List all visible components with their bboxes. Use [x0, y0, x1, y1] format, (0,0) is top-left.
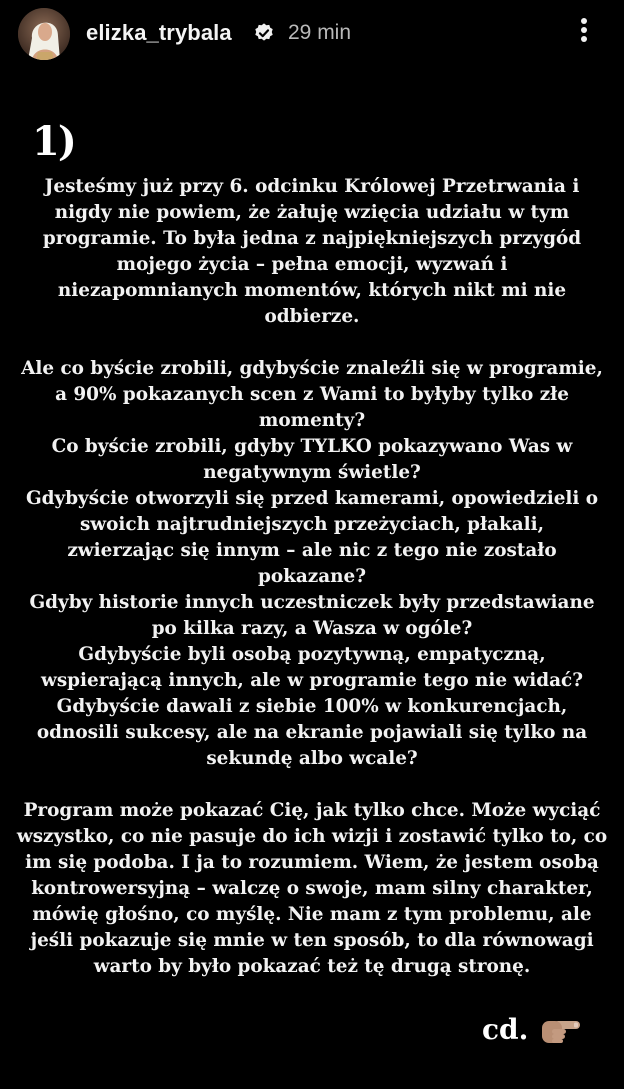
text-line: kontrowersyjną – walczę o swoje, mam silny charakter,: [31, 878, 593, 899]
text-line: mojego życia – pełna emocji, wyzwań i: [116, 254, 508, 275]
text-line: Program może pokazać Cię, jak tylko chce. Może wyciąć: [23, 800, 601, 821]
text-line: po kilka razy, a Wasza w ogóle?: [151, 618, 473, 639]
text-line: mówię głośno, co myślę. Nie mam z tym problemu, ale: [32, 904, 592, 925]
pointing-hand-icon: [538, 1013, 582, 1047]
text-line: Gdybyście byli osobą pozytywną, empatyczną,: [78, 644, 546, 665]
avatar[interactable]: [18, 8, 70, 60]
continued-label: cd.: [482, 1013, 529, 1046]
text-line: Gdybyście dawali z siebie 100% w konkurencjach,: [56, 696, 568, 717]
text-line: pokazane?: [258, 566, 366, 587]
more-options-icon[interactable]: [574, 15, 594, 51]
text-line: im się podoba. I ja to rozumiem. Wiem, że jestem osobą: [25, 852, 599, 873]
username[interactable]: elizka_trybala: [86, 20, 232, 45]
text-line: Jesteśmy już przy 6. odcinku Królowej Przetrwania i: [44, 176, 580, 197]
text-line: negatywnym świetle?: [203, 462, 421, 483]
profile-photo-icon: [18, 8, 70, 60]
text-line: swoich najtrudniejszych przeżyciach, płakali,: [79, 514, 545, 535]
text-line: jeśli pokazuje się mnie w ten sposób, to dla równowagi: [30, 930, 594, 951]
text-line: Ale co byście zrobili, gdybyście znaleźli się w programie,: [21, 358, 603, 379]
timestamp: 29 min: [288, 21, 352, 44]
text-line: niezapomnianych momentów, których nikt mi nie: [57, 280, 567, 301]
text-line: wspierającą innych, ale w programie tego nie widać?: [40, 670, 584, 691]
paragraph-gap: [4, 330, 620, 356]
verified-badge-icon: [253, 22, 275, 44]
text-line: odbierze.: [264, 306, 360, 327]
text-line: warto by było pokazać też tę drugą stronę.: [93, 956, 531, 977]
story-paragraph: [4, 174, 620, 330]
text-line: sekundę albo wcale?: [206, 748, 418, 769]
text-line: momenty?: [258, 410, 366, 431]
text-line: Gdybyście otworzyli się przed kamerami, opowiedzieli o: [25, 488, 599, 509]
story-paragraph: [4, 356, 620, 772]
story-paragraph: [4, 798, 620, 980]
story-header: [0, 0, 624, 64]
text-line: nigdy nie powiem, że żałuję wzięcia udziału w tym: [54, 202, 570, 223]
text-line: a 90% pokazanych scen z Wami to byłyby tylko złe: [55, 384, 569, 405]
story-body: [4, 174, 620, 980]
text-line: odnosili sukcesy, ale na ekranie pojawiali się tylko na: [36, 722, 588, 743]
part-number: 1): [32, 118, 75, 165]
text-line: zwierzając się innym – ale nic z tego nie zostało: [67, 540, 557, 561]
paragraph-gap: [4, 772, 620, 798]
continued-indicator: [482, 1008, 582, 1052]
text-line: wszystko, co nie pasuje do ich wizji i zostawić tylko to, co: [16, 826, 608, 847]
text-line: Gdyby historie innych uczestniczek były przedstawiane: [29, 592, 595, 613]
text-line: programie. To była jedna z najpiękniejszych przygód: [42, 228, 582, 249]
text-line: Co byście zrobili, gdyby TYLKO pokazywano Was w: [51, 436, 573, 457]
